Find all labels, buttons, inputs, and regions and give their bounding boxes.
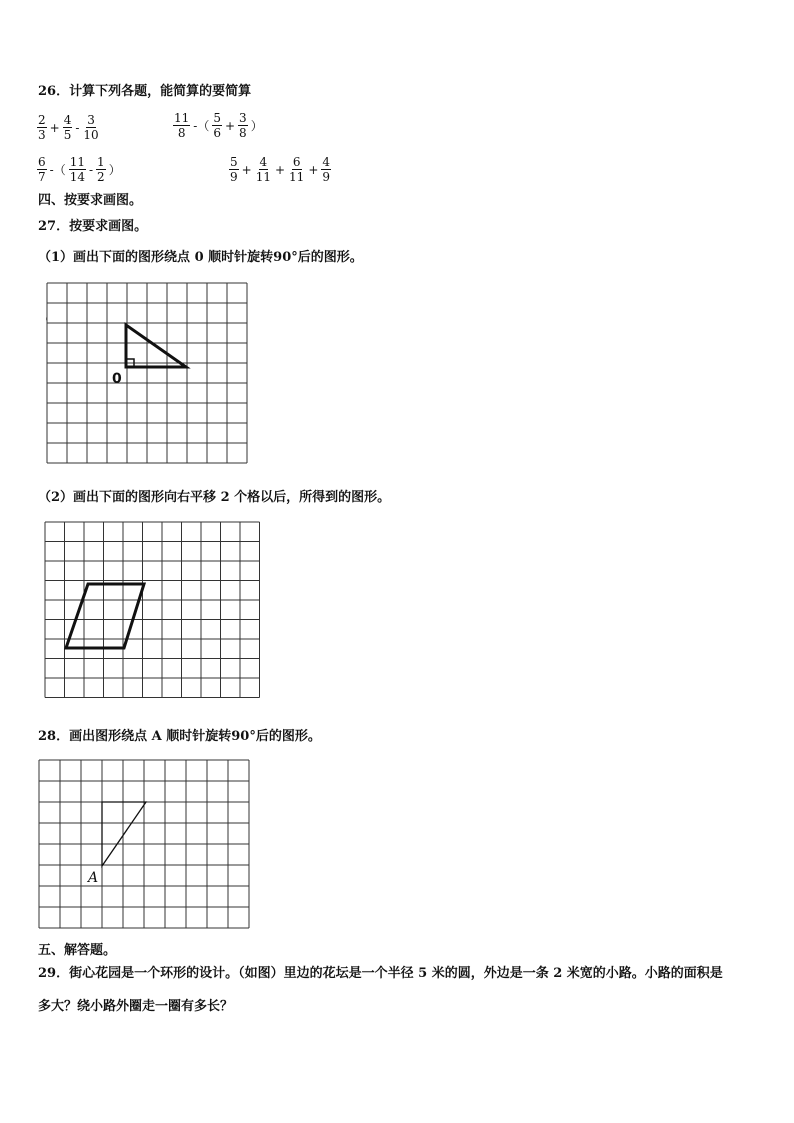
fraction: $\frac{3}{10}$ <box>83 113 99 142</box>
expression-1 <box>36 114 101 141</box>
fraction: $\frac{2}{3}$ <box>38 113 46 142</box>
expression-3 <box>36 156 123 183</box>
grid-3-svg <box>38 758 256 932</box>
fraction: $\frac{4}{9}$ <box>322 155 331 184</box>
section-5-heading: 五、解答题。 <box>38 943 117 958</box>
grid-1-svg <box>46 281 250 473</box>
operator: + <box>308 162 319 177</box>
operator: + <box>224 118 236 133</box>
fraction: $\frac{3}{8}$ <box>239 111 247 140</box>
operator: + <box>241 162 252 177</box>
expression-2 <box>172 112 265 139</box>
fraction: $\frac{4}{11}$ <box>255 155 271 184</box>
point-a-label: A <box>88 870 99 886</box>
grid-1 <box>46 281 250 473</box>
edge-mark: ' <box>45 317 48 328</box>
q26-title: 26．计算下列各题，能简算的要简算 <box>38 84 252 99</box>
section-4-heading: 四、按要求画图。 <box>38 193 143 208</box>
right-triangle-shape <box>126 325 186 367</box>
fraction: $\frac{11}{8}$ <box>174 111 190 140</box>
grid-2 <box>44 520 262 712</box>
operator: -（ <box>49 163 66 177</box>
q29-line2: 多大？绕小路外圈走一圈有多长？ <box>38 999 234 1014</box>
right-triangle-a-shape <box>102 802 146 866</box>
operator: - <box>88 162 94 177</box>
fraction: $\frac{4}{5}$ <box>63 113 72 142</box>
operator: -（ <box>193 119 210 133</box>
fraction: $\frac{5}{9}$ <box>230 155 238 184</box>
q27-part1-text: （1）画出下面的图形绕点 0 顺时针旋转90°后的图形。 <box>38 250 363 265</box>
operator: + <box>274 162 286 177</box>
parallelogram-shape <box>66 584 144 648</box>
expression-4 <box>228 156 332 183</box>
fraction: $\frac{6}{7}$ <box>38 155 46 184</box>
operator: - <box>75 120 80 135</box>
fraction: $\frac{1}{2}$ <box>97 155 105 184</box>
q27-title: 27．按要求画图。 <box>38 219 148 234</box>
fraction: $\frac{11}{14}$ <box>69 155 85 184</box>
grid-3 <box>38 758 256 932</box>
grid-2-svg <box>44 520 262 712</box>
fraction: $\frac{6}{11}$ <box>289 155 305 184</box>
q27-part2-text: （2）画出下面的图形向右平移 2 个格以后，所得到的图形。 <box>38 490 391 505</box>
q29-line1: 29．街心花园是一个环形的设计。（如图）里边的花坛是一个半径 5 米的圆，外边是一条 2 米宽的小路。小路的面积是 <box>38 966 723 981</box>
operator: ） <box>250 119 263 133</box>
operator: ） <box>108 163 121 177</box>
operator: + <box>49 120 60 135</box>
q28-title: 28．画出图形绕点 A 顺时针旋转90°后的图形。 <box>38 729 321 744</box>
fraction: $\frac{5}{6}$ <box>213 111 221 140</box>
point-o-label: 0 <box>112 371 122 387</box>
